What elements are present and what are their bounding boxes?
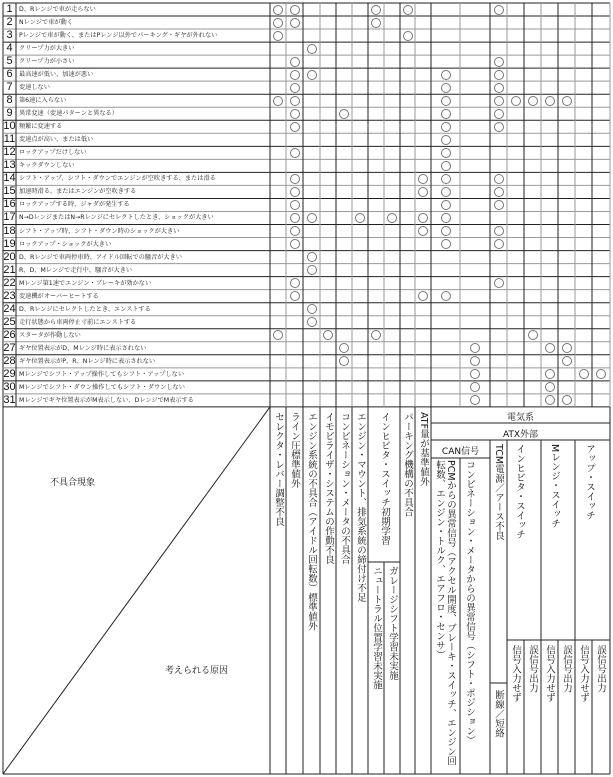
cause-mark-circle xyxy=(545,96,555,106)
symptom-text: Mレンジ第1速でエンジン・ブレーキが効かない xyxy=(19,279,152,287)
cause-mark-circle xyxy=(290,83,300,93)
symptom-number: 8 xyxy=(6,94,13,107)
cause-mark-circle xyxy=(494,174,504,184)
symptom-text: シフト・アップ、シフト・ダウンでエンジンが空吹きする、または滑る xyxy=(19,175,216,183)
symptom-text: D、Rレンジで車両停車時、アイドル回転での騒音が大きい xyxy=(19,253,182,261)
cause-mark-circle xyxy=(441,83,451,93)
cause-tcm-power: TCM電源／アース不良 xyxy=(493,444,504,541)
cause-mark-circle xyxy=(494,57,504,67)
symptom-text: R、D、Mレンジで走行中、騒音が大きい xyxy=(19,266,133,274)
symptom-text: 頻繁に変速する xyxy=(19,123,63,131)
symptom-text: ロックアップだけしない xyxy=(19,149,87,157)
cause-engine-mount: エンジン・マウント、排気系統の締付け不足 xyxy=(355,412,366,602)
cause-mark-circle xyxy=(273,5,283,15)
electrical-header: 電気系 xyxy=(506,413,534,423)
cause-mark-circle xyxy=(290,18,300,28)
cause-meter-signal: コンビネーション・メータからの異常信号（シフト・ポジション） xyxy=(464,460,475,745)
cause-mark-circle xyxy=(290,291,300,301)
symptom-number: 17 xyxy=(3,211,16,224)
symptom-number: 18 xyxy=(3,224,16,237)
cause-inhibitor-learning: インヒビタ・スイッチ初期学習 xyxy=(379,412,390,545)
symptom-text: Nレンジで車が動く xyxy=(19,19,73,27)
cause-mark-circle xyxy=(355,213,365,223)
cause-mark-circle xyxy=(290,57,300,67)
cause-mark-circle xyxy=(441,239,451,249)
cause-mark-circle xyxy=(511,96,521,106)
symptom-text: Mレンジでシフト・ダウン操作してもシフト・ダウンしない xyxy=(19,383,185,391)
cause-mark-circle xyxy=(307,44,317,54)
cause-mark-circle xyxy=(441,226,451,236)
cause-mark-circle xyxy=(290,122,300,132)
symptom-text: 変速しない xyxy=(19,84,50,92)
cause-mark-circle xyxy=(441,213,451,223)
symptom-number: 14 xyxy=(3,172,16,185)
symptom-number: 27 xyxy=(3,341,16,354)
cause-mark-circle xyxy=(545,395,555,405)
cause-mark-circle xyxy=(494,5,504,15)
cause-mark-circle xyxy=(273,31,283,41)
symptom-number: 5 xyxy=(6,55,13,68)
cause-mark-circle xyxy=(494,200,504,210)
symptom-text: 異常変速（変速パターンと異なる） xyxy=(19,110,118,118)
cause-mark-circle xyxy=(307,304,317,314)
symptom-text: シフト・アップ時、シフト・ダウン時のショックが大きい xyxy=(19,227,180,235)
symptom-text: 変速点が高い、または低い xyxy=(19,136,94,144)
cause-mark-circle xyxy=(441,135,451,145)
cause-disconnection: 断線／短絡 xyxy=(493,690,504,738)
symptom-text: スタータが作動しない xyxy=(19,331,81,339)
symptom-text: クリープ力が小さい xyxy=(19,58,75,66)
corner-diagonal xyxy=(3,407,270,774)
cause-combination-meter: コンビネーション・メータの不具合 xyxy=(339,412,350,564)
symptom-number: 6 xyxy=(6,68,13,81)
symptom-number: 20 xyxy=(3,250,16,263)
symptom-text: ギヤ位置表示がP、R、Nレンジ時に表示されない xyxy=(19,357,156,365)
symptom-number: 26 xyxy=(3,328,16,341)
cause-up-switch: アップ・スイッチ xyxy=(584,444,595,520)
cause-mark-circle xyxy=(290,5,300,15)
cause-mark-circle xyxy=(418,226,428,236)
cause-mark-circle xyxy=(528,96,538,106)
cause-mark-circle xyxy=(307,252,317,262)
cause-selector: セレクタ・レバー調整不良 xyxy=(273,412,284,526)
symptom-text: ロックアップ・ショックが大きい xyxy=(19,240,112,248)
cause-mark-circle xyxy=(290,226,300,236)
cause-mark-circle xyxy=(441,161,451,171)
can-signal-header: CAN信号 xyxy=(441,447,480,457)
cause-mark-circle xyxy=(307,317,317,327)
cause-mark-circle xyxy=(290,70,300,80)
cause-mark-circle xyxy=(579,369,589,379)
symptom-number: 9 xyxy=(6,107,13,120)
cause-mark-circle xyxy=(494,83,504,93)
cause-mark-circle xyxy=(418,187,428,197)
cause-mark-circle xyxy=(441,291,451,301)
symptom-number: 16 xyxy=(3,198,16,211)
cause-mark-circle xyxy=(494,96,504,106)
cause-mark-circle xyxy=(441,96,451,106)
cause-mark-circle xyxy=(290,148,300,158)
cause-mark-circle xyxy=(494,70,504,80)
cause-mark-circle xyxy=(273,96,283,106)
symptom-text: 加速時滑る、またはエンジンが空吹きする xyxy=(19,188,137,196)
cause-mark-circle xyxy=(545,382,555,392)
cause-mark-circle xyxy=(441,122,451,132)
cause-mark-circle xyxy=(371,18,381,28)
cause-mark-circle xyxy=(441,187,451,197)
cause-mark-circle xyxy=(290,213,300,223)
cause-mark-circle xyxy=(494,226,504,236)
cause-m-range-switch: Mレンジ・スイッチ xyxy=(549,444,560,529)
cause-mark-circle xyxy=(290,187,300,197)
cause-mark-circle xyxy=(441,200,451,210)
cause-mark-circle xyxy=(290,278,300,288)
symptom-number: 19 xyxy=(3,237,16,250)
cause-mark-circle xyxy=(290,239,300,249)
cause-line-pressure: ライン圧標準値外 xyxy=(289,412,300,488)
symptom-number: 11 xyxy=(3,133,16,146)
cause-mark-circle xyxy=(562,96,572,106)
cause-engine-idle: エンジン系統の不具合（アイドル回転数）標準値外 xyxy=(306,412,317,631)
symptom-number: 30 xyxy=(3,380,16,393)
symptom-text: クリープ力が大きい xyxy=(19,45,75,53)
symptom-number: 21 xyxy=(3,263,16,276)
cause-mark-circle xyxy=(562,343,572,353)
cause-parking: パーキング機構の不具合 xyxy=(402,412,413,517)
cause-neutral-learning: ニュートラル位置学習未実施 xyxy=(371,566,382,690)
cause-mark-circle xyxy=(494,187,504,197)
cause-mark-circle xyxy=(545,369,555,379)
symptom-text: N→DレンジまたはN→Rレンジにセレクトしたとき、ショックが大きい xyxy=(19,214,214,222)
symptom-text: ロックアップする時、ジャダが発生する xyxy=(19,201,130,209)
symptom-number: 22 xyxy=(3,276,16,289)
cause-mark-circle xyxy=(441,109,451,119)
cause-header: 考えられる原因 xyxy=(165,666,229,676)
symptom-text: Mレンジでギヤ位置表示がM表示しない、DレンジでM表示する xyxy=(19,396,194,404)
symptom-text: 走行状態から車両停止寸前にエンストする xyxy=(19,318,137,326)
cause-mark-circle xyxy=(545,343,555,353)
cause-mark-circle xyxy=(441,148,451,158)
cause-mark-circle xyxy=(290,96,300,106)
up-switch-no-input: 信号入力せず xyxy=(578,645,589,702)
up-switch-false-output: 誤信号出力 xyxy=(595,645,606,693)
symptom-text: 変速機がオーバーヒートする xyxy=(19,292,99,300)
cause-mark-circle xyxy=(418,174,428,184)
symptom-header: 不具合現象 xyxy=(50,478,96,488)
cause-mark-circle xyxy=(494,122,504,132)
symptom-number: 29 xyxy=(3,367,16,380)
symptom-number: 10 xyxy=(3,120,16,133)
cause-mark-circle xyxy=(403,5,413,15)
cause-mark-circle xyxy=(371,5,381,15)
cause-pcm-signal: PCMからの異常信号（アクセル開度、ブレーキ・スイッチ、エンジン回転数、エンジン・トルク、エアフロ・センサ） xyxy=(434,460,456,766)
cause-inhibitor-switch: インヒビタ・スイッチ xyxy=(514,444,525,539)
cause-mark-circle xyxy=(418,213,428,223)
symptom-number: 13 xyxy=(3,159,16,172)
inhibitor-false-output: 誤信号出力 xyxy=(527,645,538,693)
cause-mark-circle xyxy=(307,265,317,275)
cause-mark-circle xyxy=(562,395,572,405)
symptom-number: 23 xyxy=(3,289,16,302)
cause-atf: ATF量が基準値外 xyxy=(418,412,429,487)
cause-mark-circle xyxy=(403,31,413,41)
cause-mark-circle xyxy=(273,18,283,28)
symptom-text: ギヤ位置表示がD、Mレンジ時に表示されない xyxy=(19,344,147,352)
cause-mark-circle xyxy=(290,174,300,184)
cause-mark-circle xyxy=(494,239,504,249)
cause-mark-circle xyxy=(290,109,300,119)
symptom-text: 第6速に入らない xyxy=(19,97,67,105)
symptom-number: 28 xyxy=(3,354,16,367)
symptom-number: 3 xyxy=(6,29,13,42)
symptom-text: D、Rレンジで車が走らない xyxy=(19,6,96,13)
symptom-number: 1 xyxy=(6,3,13,15)
symptom-text: Mレンジでシフト・アップ操作してもシフト・アップしない xyxy=(19,370,185,378)
symptom-number: 12 xyxy=(3,146,16,159)
cause-mark-circle xyxy=(387,213,397,223)
symptom-text: キックダウンしない xyxy=(19,162,75,170)
symptom-number: 7 xyxy=(6,81,13,94)
cause-mark-circle xyxy=(562,356,572,366)
symptom-text: D、Rレンジにセレクトしたとき、エンストする xyxy=(19,305,151,313)
cause-mark-circle xyxy=(290,200,300,210)
inhibitor-no-input: 信号入力せず xyxy=(510,645,521,702)
m-range-no-input: 信号入力せず xyxy=(544,645,555,702)
symptom-text: Pレンジで車が動く、またはPレンジ以外でパーキング・ギヤが外れない xyxy=(19,32,218,40)
cause-mark-circle xyxy=(307,213,317,223)
cause-mark-circle xyxy=(441,174,451,184)
cause-mark-circle xyxy=(528,330,538,340)
cause-garage-learning: ガレージシフト学習未実施 xyxy=(387,566,398,680)
cause-mark-circle xyxy=(494,278,504,288)
atx-external-header: ATX外部 xyxy=(502,430,539,440)
cause-mark-circle xyxy=(494,109,504,119)
symptom-number: 25 xyxy=(3,315,16,328)
symptom-text: 最高速が低い、加速が悪い xyxy=(19,71,94,79)
cause-immobilizer: イモビライザ・システムの作動不良 xyxy=(323,412,334,564)
symptom-number: 31 xyxy=(3,393,16,406)
symptom-number: 2 xyxy=(6,16,13,29)
m-range-false-output: 誤信号出力 xyxy=(561,645,572,693)
symptom-number: 24 xyxy=(3,302,16,315)
cause-mark-circle xyxy=(339,109,349,119)
cause-mark-circle xyxy=(307,70,317,80)
symptom-number: 15 xyxy=(3,185,16,198)
cause-mark-circle xyxy=(441,70,451,80)
symptom-number: 4 xyxy=(6,42,13,55)
